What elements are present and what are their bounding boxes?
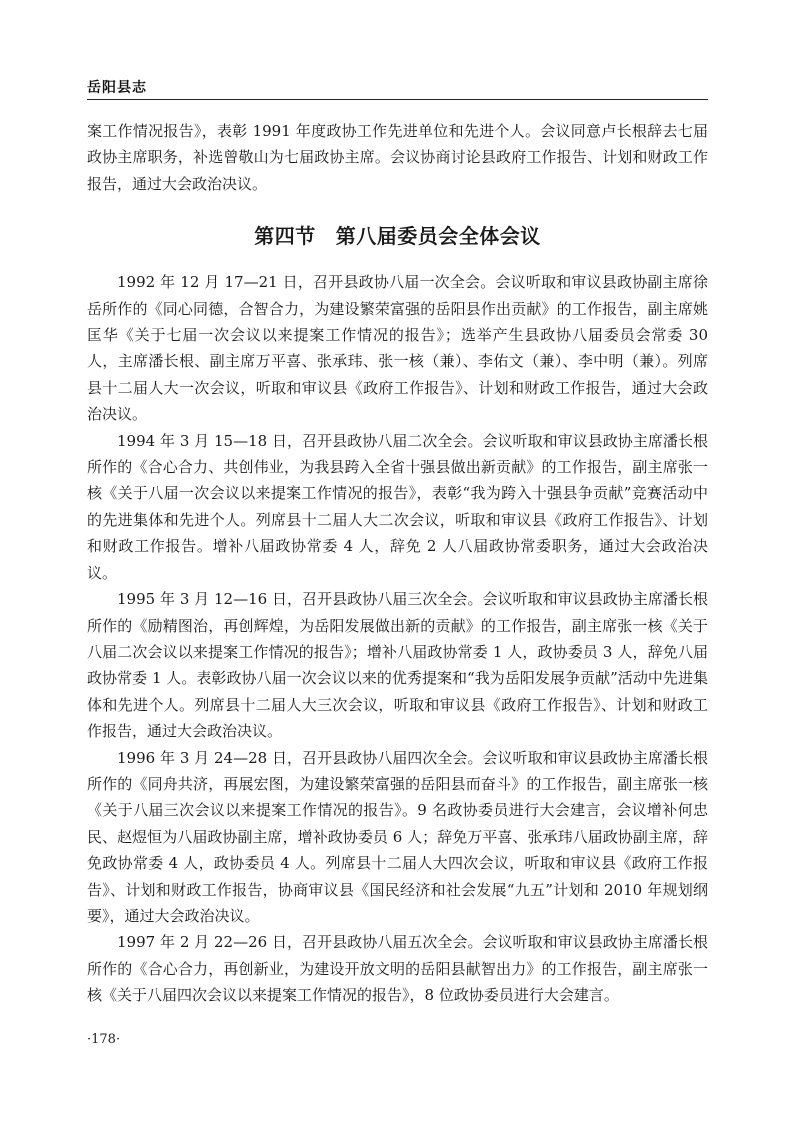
section-number: 第四节: [254, 224, 316, 249]
paragraph-1992: 1992 年 12 月 17—21 日，召开县政协八届一次全会。会议听取和审议县政协副主席徐岳所作的《同心同德，合智合力，为建设繁荣富强的岳阳县作出贡献》的工作报告，副主席姚匡华《关于七届一次会议以来提案工作情况的报告》；选举产生县政协八届委员会常委 30 人，主席潘长根、副主席万平喜、张承玮、张一核（兼）、李佑文（兼）、李中明（兼）。列席县十二届人大一次会议，听取和审议县《政府工作报告》、计划和财政工作报告，通过大会政治决议。: [87, 273, 708, 424]
header-divider: [87, 99, 708, 100]
paragraph-1994: 1994 年 3 月 15—18 日，召开县政协八届二次全会。会议听取和审议县政协主席潘长根所作的《合心合力、共创伟业，为我县跨入全省十强县做出新贡献》的工作报告，副主席张一核《关于八届一次会议以来提案工作情况的报告》，表彰“我为跨入十强县争贡献”竞赛活动中的先进集体和先进个人。列席县十二届人大二次会议，听取和审议县《政府工作报告》、计划和财政工作报告。增补八届政协常委 4 人，辞免 2 人八届政协常委职务，通过大会政治决议。: [87, 431, 708, 582]
running-header-title: 岳阳县志: [87, 80, 147, 96]
continued-paragraph: 案工作情况报告》，表彰 1991 年度政协工作先进单位和先进个人。会议同意卢长根辞去七届政协主席职务，补选曾敬山为七届政协主席。会议协商讨论县政府工作报告、计划和财政工作报告，通过大会政治决议。: [87, 122, 708, 193]
section-title: 第八届委员会全体会议: [335, 224, 541, 249]
page-number: ·178·: [87, 1032, 121, 1047]
paragraph-1997: 1997 年 2 月 22—26 日，召开县政协八届五次全会。会议听取和审议县政协主席潘长根所作的《合心合力，再创新业，为建设开放文明的岳阳县献智出力》的工作报告，副主席张一核《关于八届四次会议以来提案工作情况的报告》，8 位政协委员进行大会建言。: [87, 933, 708, 1005]
page-body: [87, 118, 708, 1009]
section-heading: [87, 221, 708, 251]
paragraph-1995: 1995 年 3 月 12—16 日，召开县政协八届三次全会。会议听取和审议县政协主席潘长根所作的《励精图治，再创辉煌，为岳阳发展做出新的贡献》的工作报告，副主席张一核《关于八届二次会议以来提案工作情况的报告》；增补八届政协常委 1 人，政协委员 3 人，辞免八届政协常委 1 人。表彰政协八届一次会议以来的优秀提案和“我为岳阳发展争贡献”活动中先进集体和先进个人。列席县十二届人大三次会议，听取和审议县《政府工作报告》、计划和财政工作报告，通过大会政治决议。: [87, 590, 708, 741]
paragraph-1996: 1996 年 3 月 24—28 日，召开县政协八届四次全会。会议听取和审议县政协主席潘长根所作的《同舟共济，再展宏图，为建设繁荣富强的岳阳县而奋斗》的工作报告，副主席张一核《关于八届三次会议以来提案工作情况的报告》。9 名政协委员进行大会建言，会议增补何忠民、赵煜恒为八届政协副主席，增补政协委员 6 人；辞免万平喜、张承玮八届政协副主席，辞免政协常委 4 人，政协委员 4 人。列席县十二届人大四次会议，听取和审议县《政府工作报告》、计划和财政工作报告，协商审议县《国民经济和社会发展“九五”计划和 2010 年规划纲要》，通过大会政治决议。: [87, 748, 708, 925]
